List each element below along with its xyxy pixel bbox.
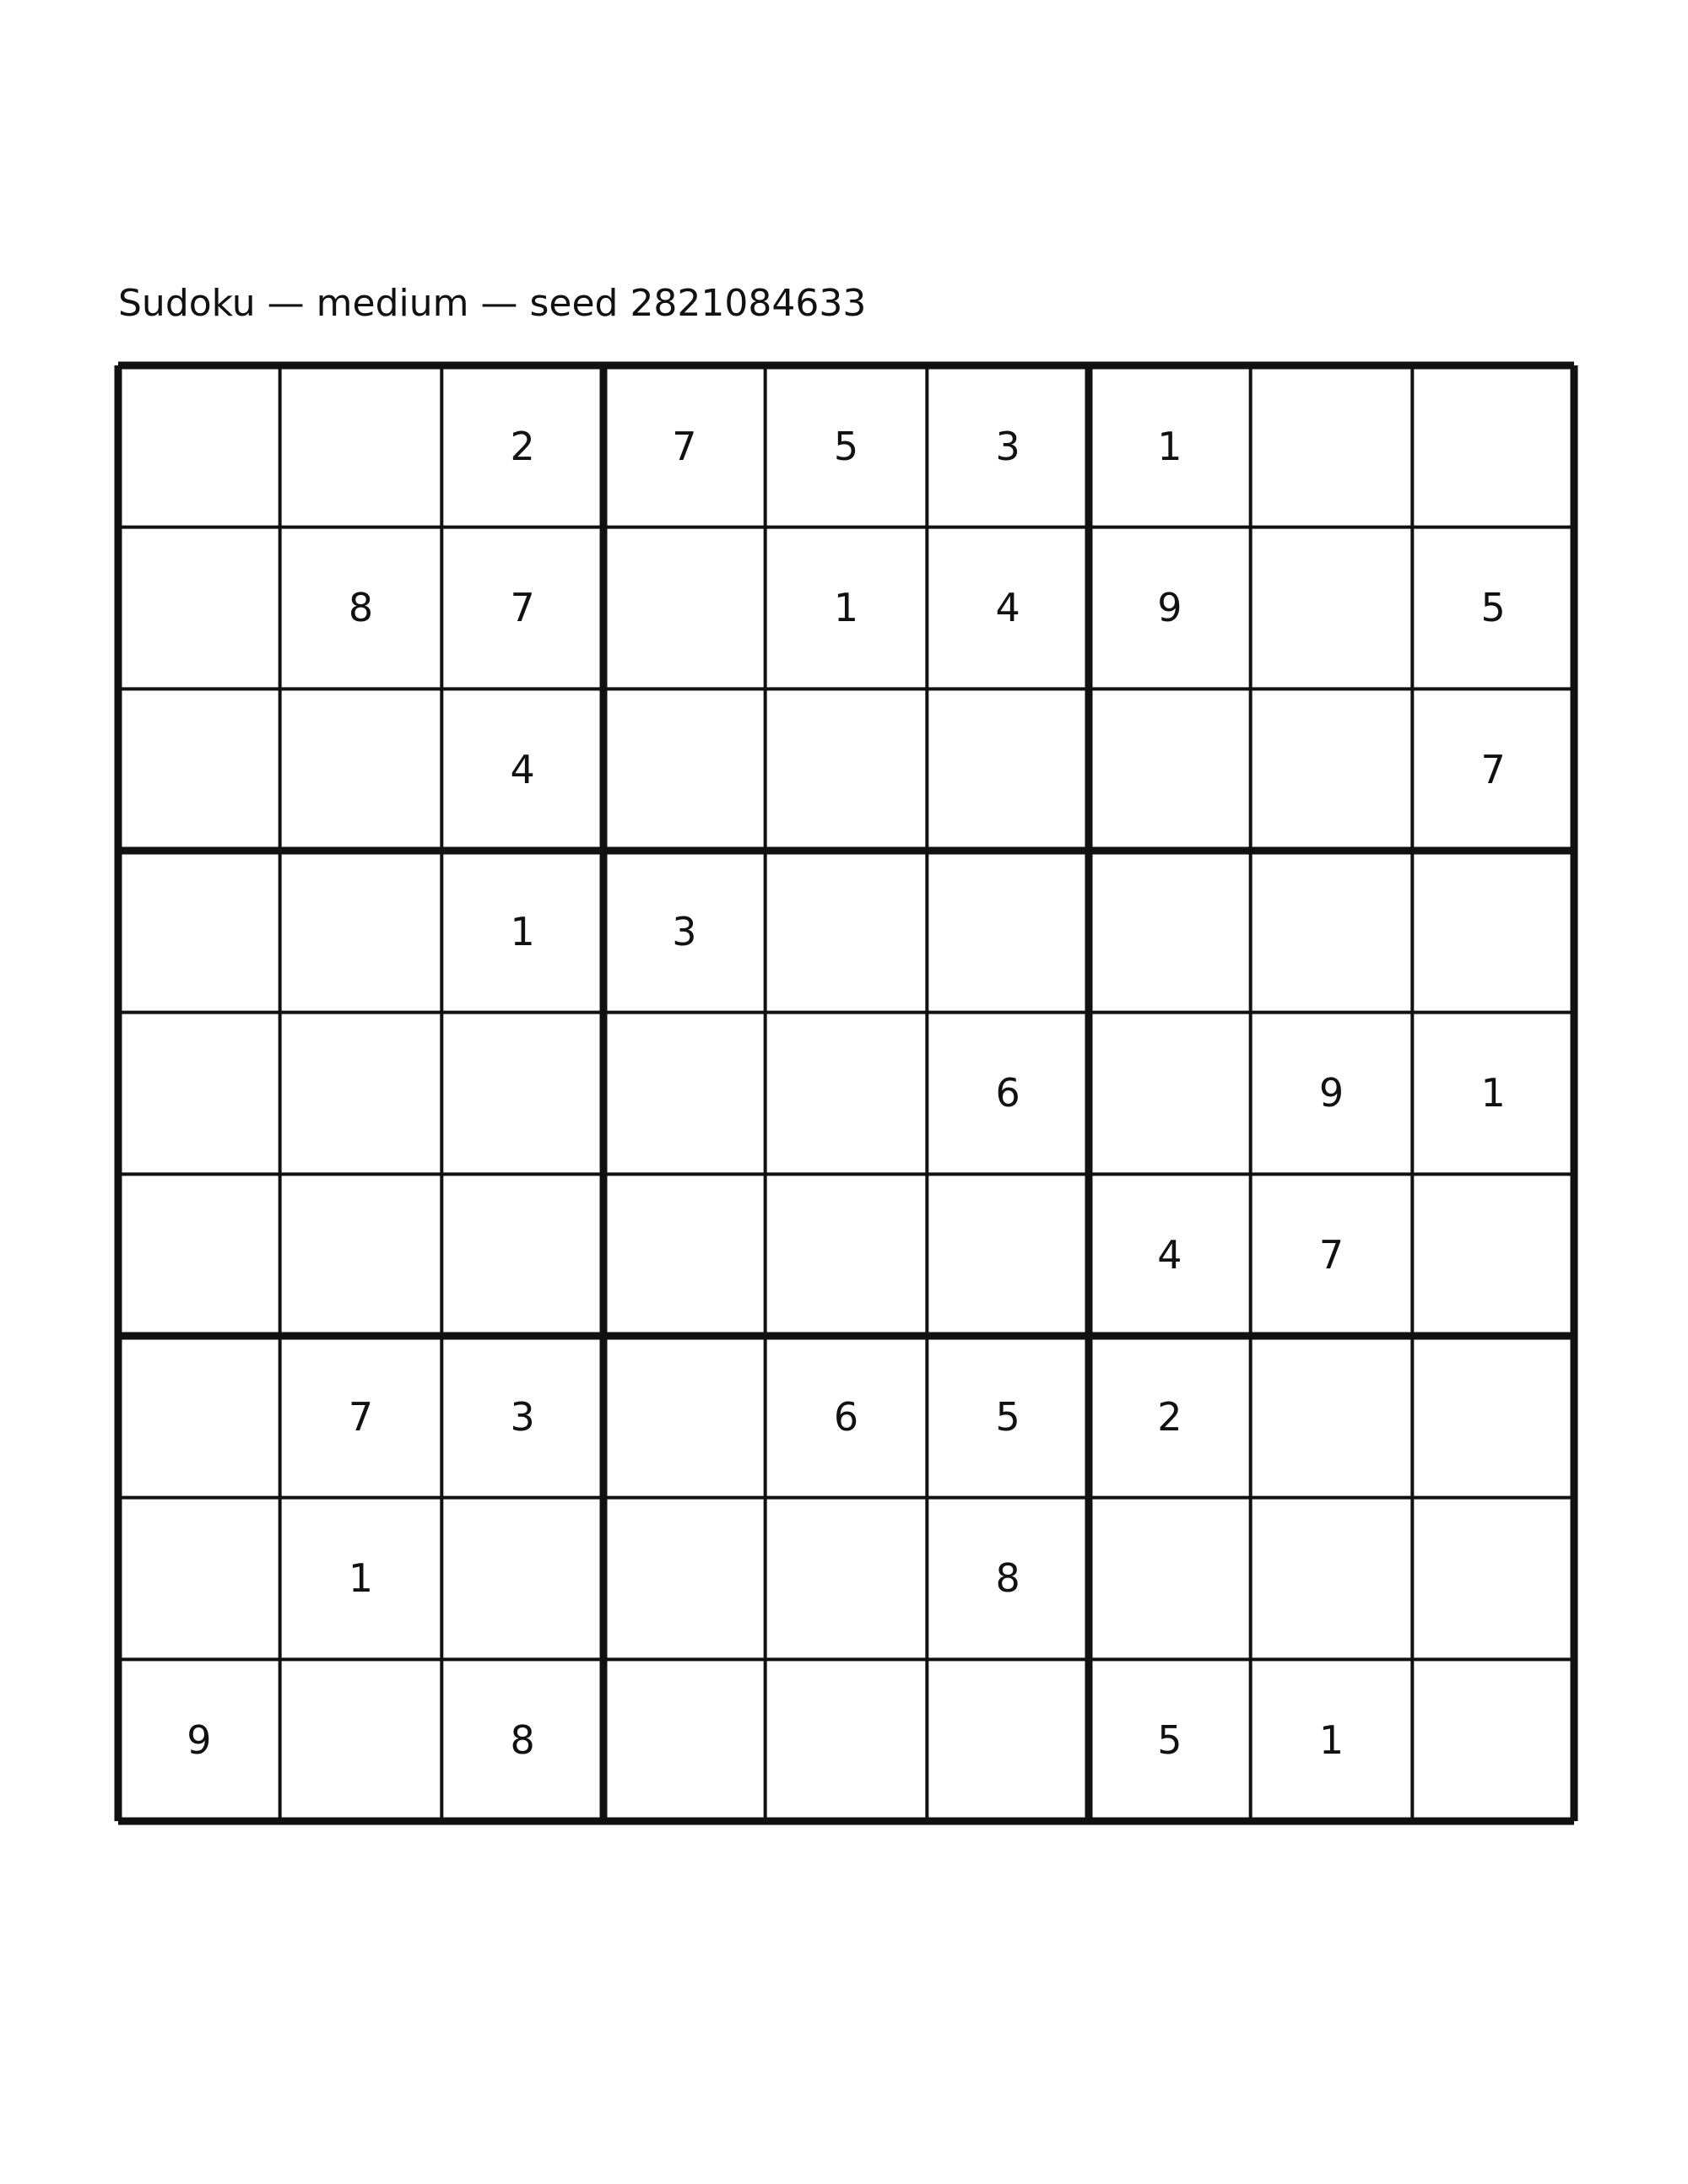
cell-r8-c4[interactable] [603, 1498, 766, 1660]
cell-r2-c5[interactable]: 1 [833, 585, 859, 631]
cell-r3-c7[interactable] [1089, 689, 1251, 851]
cell-r1-c3[interactable]: 2 [510, 423, 535, 469]
cell-r8-c6[interactable]: 8 [995, 1555, 1020, 1602]
cell-r7-c3[interactable]: 3 [510, 1393, 535, 1440]
cell-r5-c3[interactable] [441, 1013, 603, 1175]
cell-r3-c2[interactable] [280, 689, 442, 851]
cell-r9-c5[interactable] [766, 1659, 928, 1821]
cell-r9-c8[interactable]: 1 [1318, 1717, 1344, 1764]
cell-r2-c3[interactable]: 7 [510, 585, 535, 631]
cell-r4-c4[interactable]: 3 [672, 908, 697, 954]
cell-r5-c5[interactable] [766, 1013, 928, 1175]
cell-r3-c6[interactable] [927, 689, 1089, 851]
cell-r8-c8[interactable] [1251, 1498, 1413, 1660]
cell-r1-c1[interactable] [118, 365, 280, 527]
cell-r5-c4[interactable] [603, 1013, 766, 1175]
cell-r4-c8[interactable] [1251, 851, 1413, 1013]
cell-r9-c3[interactable]: 8 [510, 1717, 535, 1764]
puzzle-title: Sudoku — medium — seed 2821084633 [118, 282, 867, 325]
cell-r9-c1[interactable]: 9 [187, 1717, 212, 1764]
cell-r6-c3[interactable] [441, 1174, 603, 1336]
cell-r6-c6[interactable] [927, 1174, 1089, 1336]
cell-grid [118, 365, 1574, 1821]
sudoku-board [118, 365, 1574, 1821]
cell-r7-c9[interactable] [1412, 1336, 1574, 1498]
cell-r8-c1[interactable] [118, 1498, 280, 1660]
cell-r3-c1[interactable] [118, 689, 280, 851]
cell-r5-c8[interactable]: 9 [1318, 1070, 1344, 1116]
cell-r3-c8[interactable] [1251, 689, 1413, 851]
cell-r4-c5[interactable] [766, 851, 928, 1013]
cell-r2-c8[interactable] [1251, 527, 1413, 689]
cell-r4-c2[interactable] [280, 851, 442, 1013]
cell-r2-c6[interactable]: 4 [995, 585, 1020, 631]
cell-r6-c7[interactable]: 4 [1157, 1232, 1182, 1279]
cell-r8-c3[interactable] [441, 1498, 603, 1660]
cell-r1-c7[interactable]: 1 [1157, 423, 1182, 469]
cell-r4-c6[interactable] [927, 851, 1089, 1013]
cell-r5-c7[interactable] [1089, 1013, 1251, 1175]
cell-r4-c3[interactable]: 1 [510, 908, 535, 954]
cell-r7-c8[interactable] [1251, 1336, 1413, 1498]
cell-r9-c6[interactable] [927, 1659, 1089, 1821]
cell-r7-c6[interactable]: 5 [995, 1393, 1020, 1440]
cell-r3-c9[interactable]: 7 [1480, 747, 1506, 793]
cell-r9-c4[interactable] [603, 1659, 766, 1821]
cell-r6-c4[interactable] [603, 1174, 766, 1336]
cell-r2-c1[interactable] [118, 527, 280, 689]
cell-r4-c1[interactable] [118, 851, 280, 1013]
cell-r1-c8[interactable] [1251, 365, 1413, 527]
cell-r6-c1[interactable] [118, 1174, 280, 1336]
cell-r8-c7[interactable] [1089, 1498, 1251, 1660]
cell-r4-c9[interactable] [1412, 851, 1574, 1013]
cell-r8-c2[interactable]: 1 [348, 1555, 374, 1602]
cell-r1-c9[interactable] [1412, 365, 1574, 527]
cell-r3-c3[interactable]: 4 [510, 747, 535, 793]
cell-r6-c2[interactable] [280, 1174, 442, 1336]
cell-r2-c2[interactable]: 8 [348, 585, 374, 631]
cell-r1-c4[interactable]: 7 [672, 423, 697, 469]
cell-r7-c4[interactable] [603, 1336, 766, 1498]
cell-r4-c7[interactable] [1089, 851, 1251, 1013]
cell-r7-c2[interactable]: 7 [348, 1393, 374, 1440]
cell-r9-c9[interactable] [1412, 1659, 1574, 1821]
cell-r5-c1[interactable] [118, 1013, 280, 1175]
cell-r3-c5[interactable] [766, 689, 928, 851]
cell-r5-c2[interactable] [280, 1013, 442, 1175]
cell-r2-c9[interactable]: 5 [1480, 585, 1506, 631]
cell-r7-c1[interactable] [118, 1336, 280, 1498]
cell-r8-c5[interactable] [766, 1498, 928, 1660]
cell-r7-c5[interactable]: 6 [833, 1393, 859, 1440]
cell-r8-c9[interactable] [1412, 1498, 1574, 1660]
cell-r9-c2[interactable] [280, 1659, 442, 1821]
cell-r7-c7[interactable]: 2 [1157, 1393, 1182, 1440]
cell-r1-c6[interactable]: 3 [995, 423, 1020, 469]
cell-r6-c8[interactable]: 7 [1318, 1232, 1344, 1279]
cell-r5-c9[interactable]: 1 [1480, 1070, 1506, 1116]
cell-r5-c6[interactable]: 6 [995, 1070, 1020, 1116]
cell-r2-c7[interactable]: 9 [1157, 585, 1182, 631]
cell-r6-c9[interactable] [1412, 1174, 1574, 1336]
cell-r9-c7[interactable]: 5 [1157, 1717, 1182, 1764]
cell-r1-c5[interactable]: 5 [833, 423, 859, 469]
cell-r1-c2[interactable] [280, 365, 442, 527]
cell-r6-c5[interactable] [766, 1174, 928, 1336]
cell-r2-c4[interactable] [603, 527, 766, 689]
cell-r3-c4[interactable] [603, 689, 766, 851]
